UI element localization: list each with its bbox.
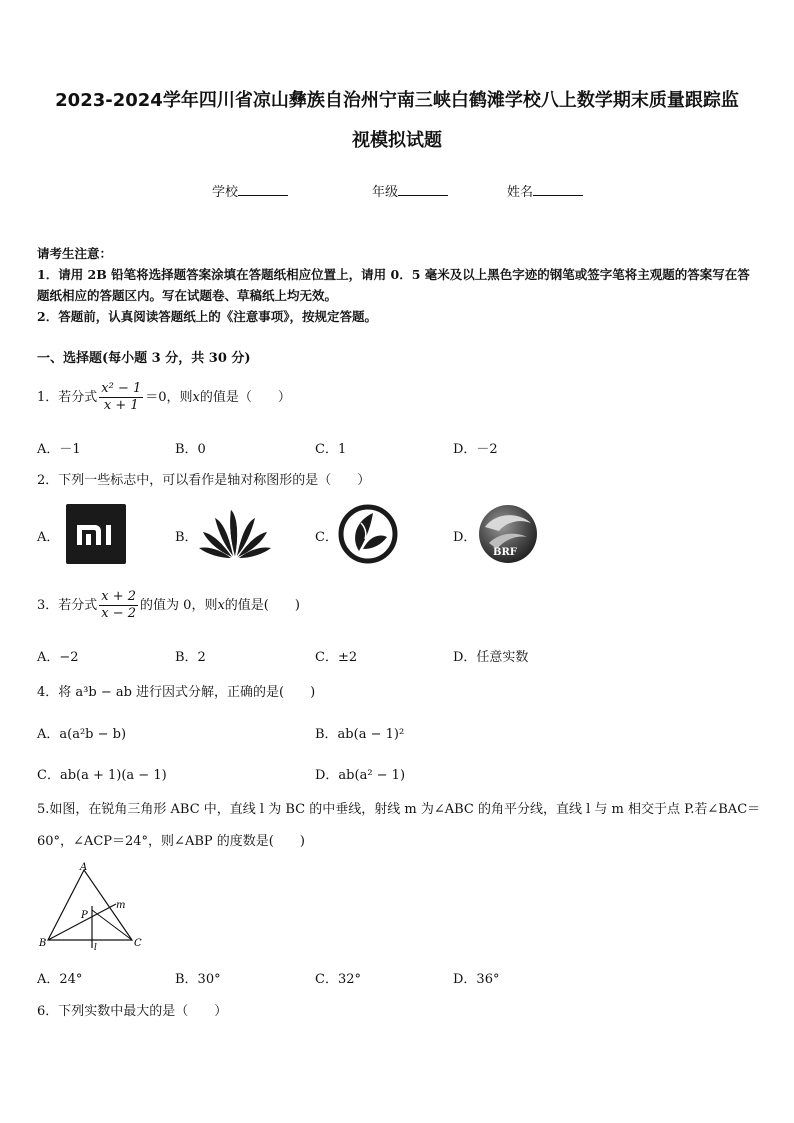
name-label: 姓名 bbox=[507, 185, 534, 200]
q5-option-a[interactable]: A．24° bbox=[37, 972, 83, 987]
question-2: 2．下列一些标志中，可以看作是轴对称图形的是（ ） bbox=[37, 473, 371, 488]
q4-option-b[interactable]: B．ab(a − 1)² bbox=[315, 727, 405, 742]
q1-option-a[interactable]: A．－1 bbox=[37, 442, 81, 457]
figure-label-a: A bbox=[80, 862, 88, 873]
q1-numerator: x² − 1 bbox=[101, 381, 142, 396]
triangle-figure bbox=[36, 862, 146, 952]
exam-title-line1: 2023-2024学年四川省凉山彝族自治州宁南三峡白鹤滩学校八上数学期末质量跟踪监 bbox=[55, 90, 739, 111]
q5-option-c[interactable]: C．32° bbox=[315, 972, 361, 987]
q1-suffix-a: ＝0，则 bbox=[145, 390, 193, 405]
school-label: 学校 bbox=[212, 185, 239, 200]
q1-denominator: x + 1 bbox=[103, 398, 139, 413]
q3-prefix: 3．若分式 bbox=[37, 598, 98, 613]
figure-label-m: m bbox=[116, 900, 126, 911]
figure-label-p: P bbox=[81, 910, 88, 921]
grade-label: 年级 bbox=[372, 185, 399, 200]
q1-var: x bbox=[192, 390, 200, 405]
question-4: 4．将 a³b − ab 进行因式分解，正确的是( ) bbox=[37, 685, 316, 700]
q3-option-b[interactable]: B．2 bbox=[175, 650, 206, 665]
q2-option-c[interactable]: C． bbox=[315, 530, 338, 545]
q3-denominator: x − 2 bbox=[101, 606, 137, 621]
q1-suffix-b: 的值是（ ） bbox=[199, 390, 291, 405]
notice-block bbox=[37, 243, 761, 327]
huawei-logo-icon bbox=[198, 504, 272, 562]
section-heading: 一、选择题(每小题 3 分，共 30 分) bbox=[37, 351, 251, 366]
q3-var: x bbox=[217, 598, 225, 613]
exam-title-line2: 视模拟试题 bbox=[352, 130, 442, 151]
name-blank bbox=[533, 183, 583, 196]
q3-suffix-a: 的值为 0，则 bbox=[140, 598, 218, 613]
q2-option-b[interactable]: B． bbox=[175, 530, 198, 545]
figure-label-l: l bbox=[94, 943, 97, 952]
q5-option-d[interactable]: D．36° bbox=[453, 972, 500, 987]
brf-logo-icon bbox=[477, 503, 539, 565]
q2-option-a[interactable]: A． bbox=[37, 530, 60, 545]
q1-option-d[interactable]: D．－2 bbox=[453, 442, 498, 457]
school-field bbox=[212, 181, 288, 200]
figure-label-b: B bbox=[39, 938, 47, 949]
q1-option-c[interactable]: C．1 bbox=[315, 442, 347, 457]
brf-logo-text: BRF bbox=[493, 547, 517, 558]
q2-option-d[interactable]: D． bbox=[453, 530, 477, 545]
q3-numerator: x + 2 bbox=[101, 589, 137, 604]
q4-option-a[interactable]: A．a(a²b − b) bbox=[37, 727, 127, 742]
circle-leaf-logo-icon bbox=[337, 503, 399, 565]
question-6: 6．下列实数中最大的是（ ） bbox=[37, 1004, 228, 1019]
question-1 bbox=[37, 381, 291, 414]
q1-option-b[interactable]: B．0 bbox=[175, 442, 206, 457]
q1-prefix: 1．若分式 bbox=[37, 390, 98, 405]
school-blank bbox=[238, 183, 288, 196]
notice-item-1: 1．请用 2B 铅笔将选择题答案涂填在答题纸相应位置上，请用 0．5 毫米及以上黑色字迹的钢笔或签字笔将主观题的答案写在答题纸相应的答题区内。写在试题卷、草稿纸上均无效。 bbox=[37, 267, 750, 303]
q3-option-d[interactable]: D．任意实数 bbox=[453, 650, 529, 665]
figure-label-c: C bbox=[134, 938, 142, 949]
q4-option-d[interactable]: D．ab(a² − 1) bbox=[315, 768, 406, 783]
q4-option-c[interactable]: C．ab(a + 1)(a − 1) bbox=[37, 768, 167, 783]
grade-field bbox=[372, 181, 448, 200]
q1-fraction bbox=[99, 381, 143, 414]
xiaomi-logo-icon bbox=[65, 503, 127, 565]
notice-heading: 请考生注意： bbox=[37, 246, 113, 261]
question-5: 5.如图，在锐角三角形 ABC 中，直线 l 为 BC 的中垂线，射线 m 为∠ABC 的角平分线，直线 l 与 m 相交于点 P.若∠BAC＝60°，∠ACP＝24°，则∠ABP 的度数是( ) bbox=[37, 802, 761, 849]
notice-item-2: 2．答题前，认真阅读答题纸上的《注意事项》，按规定答题。 bbox=[37, 309, 377, 324]
q5-option-b[interactable]: B．30° bbox=[175, 972, 221, 987]
q3-fraction bbox=[99, 589, 138, 622]
q3-suffix-b: 的值是( ) bbox=[224, 598, 300, 613]
name-field bbox=[507, 181, 583, 200]
q3-option-a[interactable]: A．−2 bbox=[37, 650, 79, 665]
question-3 bbox=[37, 589, 300, 622]
grade-blank bbox=[398, 183, 448, 196]
q3-option-c[interactable]: C．±2 bbox=[315, 650, 358, 665]
